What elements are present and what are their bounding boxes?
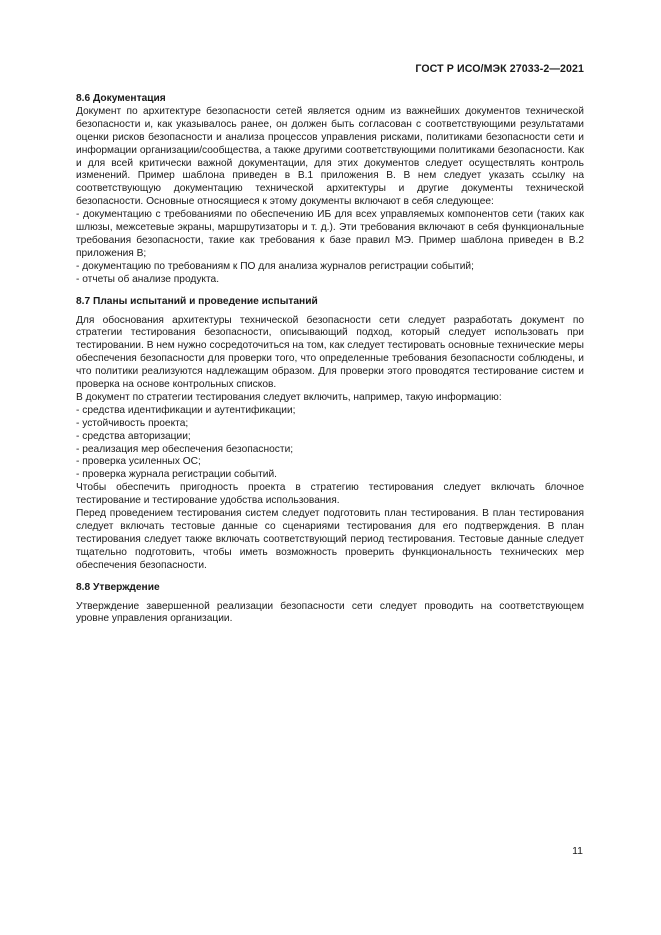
bullet-list xyxy=(76,405,584,482)
list-item: - устойчивость проекта; xyxy=(76,417,189,429)
list-item: - документацию с требованиями по обеспечению ИБ для всех управляемых компонентов сети (таких как шлюзы, межсетевые экраны, маршрутизаторы и т. д.). Эти требования включают в себя функциональные требования безопасности, такие как требования к базе правил МЭ. Пример шаблона приведен в В.2 приложения В; xyxy=(76,209,584,259)
list-item: - документацию по требованиям к ПО для анализа журналов регистрации событий; xyxy=(76,260,474,272)
paragraph: Чтобы обеспечить пригодность проекта в стратегию тестирования следует включать блочное тестирование и тестирование удобства использования. xyxy=(76,482,584,507)
section-title: 8.7 Планы испытаний и проведение испытаний xyxy=(76,295,318,307)
section-title: 8.8 Утверждение xyxy=(76,581,160,593)
section-title: 8.6 Документация xyxy=(76,93,166,104)
paragraph: В документ по стратегии тестирования следует включить, например, такую информацию: xyxy=(76,391,502,403)
page-number: 11 xyxy=(572,845,583,857)
list-item: - средства авторизации; xyxy=(76,430,191,442)
section-8-6 xyxy=(76,93,584,287)
standard-designation: ГОСТ Р ИСО/МЭК 27033-2—2021 xyxy=(415,63,584,75)
list-item: - отчеты об анализе продукта. xyxy=(76,273,220,285)
list-item: - проверка усиленных ОС; xyxy=(76,456,201,468)
paragraph: Перед проведением тестирования систем следует подготовить план тестирования. В план тестирования следует включать тестовые данные со сценариями тестирования для его подтверждения. В план тестирования следует также включать соответствующий период тестирования. Тестовые данные следует тщательно подготовить, чтобы иметь возможность проверить функциональность технических мер обеспечения безопасности. xyxy=(76,508,584,571)
section-8-8 xyxy=(76,582,584,627)
paragraph: Для обоснования архитектуры технической безопасности сети следует разработать документ по стратегии тестирования безопасности, описывающий подход, который следует использовать при тестировании. В нем нужно сосредоточиться на том, как следует тестировать основные технические меры обеспечения безопасности для проверки того, что определенные требования безопасности соблюдены, и что политики реализуются надлежащим образом. Для проверки этого проводятся тестирование систем и проверка на основе контрольных списков. xyxy=(76,314,584,391)
list-item: - средства идентификации и аутентификации; xyxy=(76,404,296,416)
list-item: - проверка журнала регистрации событий. xyxy=(76,469,277,481)
paragraph: Утверждение завершенной реализации безопасности сети следует проводить на соответствующем уровне управления организации. xyxy=(76,600,584,625)
page-body xyxy=(76,93,584,626)
section-8-7 xyxy=(76,296,584,573)
list-item: - реализация мер обеспечения безопасности; xyxy=(76,443,294,455)
bullet-list xyxy=(76,209,584,286)
paragraph: Документ по архитектуре безопасности сетей является одним из важнейших документов технической безопасности и, как указывалось ранее, он должен быть согласован с соответствующими результатами оценки рисков безопасности и анализа процессов управления рисками, политиками безопасности сети и информации организации/сообщества, а также другими соответствующими политиками безопасности. Как и для всей критически важной документации, для этих документов следует осуществлять контроль изменений. Пример шаблона приведен в В.1 приложения В. В нем следует указать ссылку на соответствующую документацию технической архитектуры и другие документы технической безопасности. Основные относящиеся к этому документы включают в себя следующее: xyxy=(76,105,584,208)
